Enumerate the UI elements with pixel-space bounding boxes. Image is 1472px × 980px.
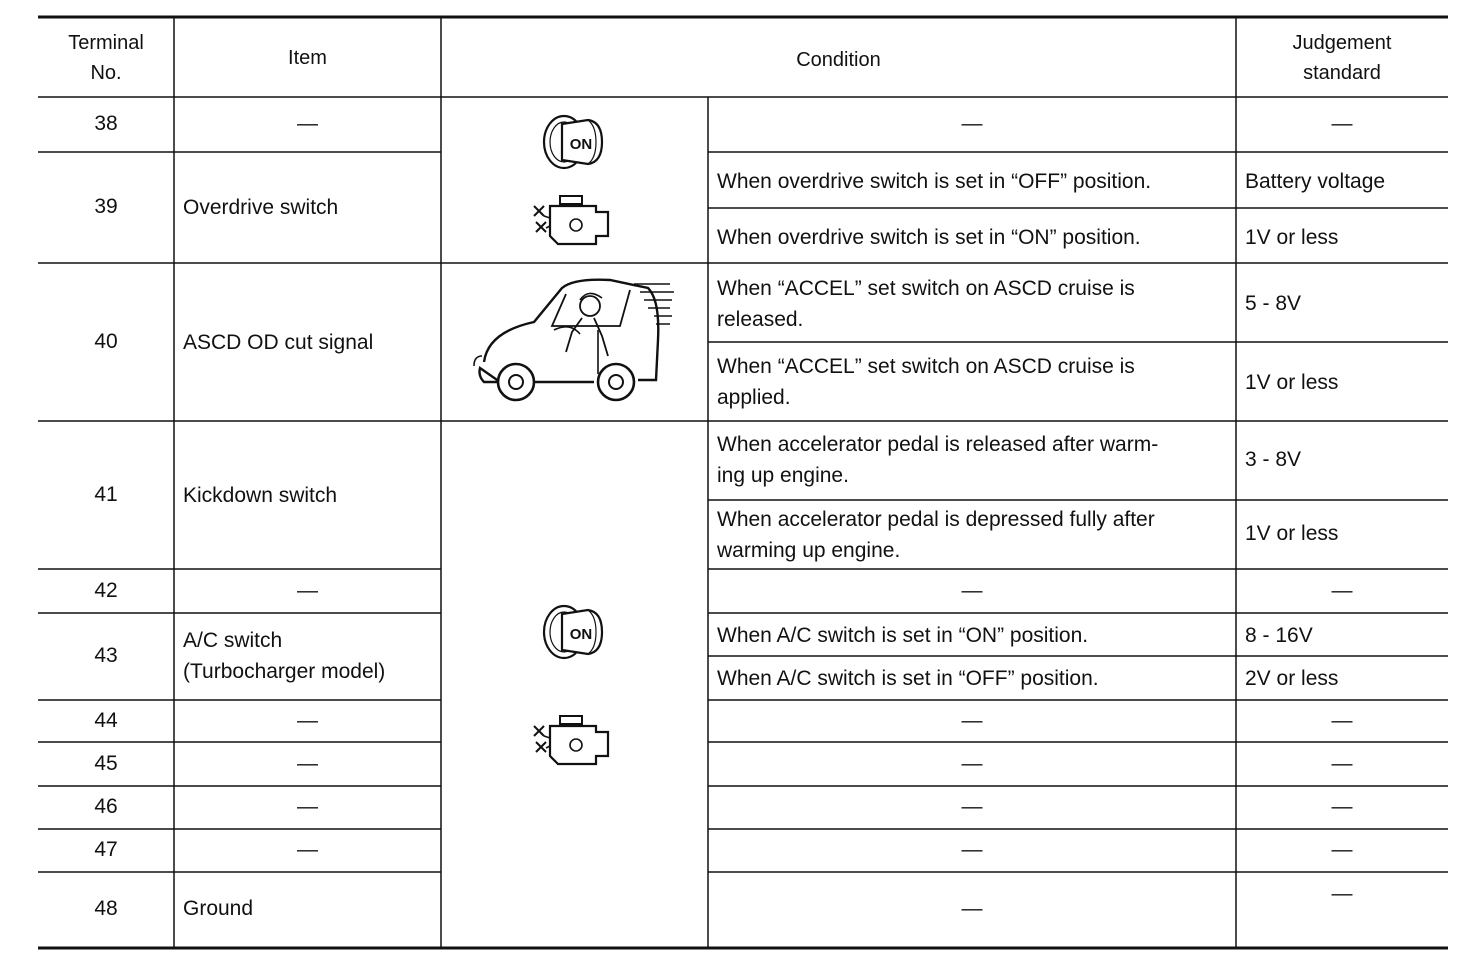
condition-38: — bbox=[961, 112, 983, 135]
judgement-45: — bbox=[1331, 752, 1353, 775]
header-item: Item bbox=[288, 47, 327, 69]
header-condition: Condition bbox=[796, 49, 881, 71]
item-48: Ground bbox=[183, 897, 254, 920]
condition-46: — bbox=[961, 795, 983, 818]
terminal-44: 44 bbox=[94, 709, 118, 732]
condition-41-depressed: When accelerator pedal is depressed fully after warming up engine. bbox=[717, 508, 1155, 562]
svg-text:ON: ON bbox=[569, 136, 593, 153]
terminal-38: 38 bbox=[94, 112, 118, 135]
judgement-41-depressed: 1V or less bbox=[1245, 522, 1339, 545]
judgement-40-released: 5 - 8V bbox=[1245, 292, 1302, 315]
condition-43-off: When A/C switch is set in “OFF” position. bbox=[717, 667, 1099, 690]
svg-text:ON: ON bbox=[569, 626, 593, 643]
judgement-43-off: 2V or less bbox=[1245, 667, 1339, 690]
terminal-40: 40 bbox=[94, 330, 118, 353]
judgement-38: — bbox=[1331, 112, 1353, 135]
terminal-41: 41 bbox=[94, 483, 118, 506]
terminal-48: 48 bbox=[94, 897, 118, 920]
judgement-42: — bbox=[1331, 579, 1353, 602]
judgement-43-on: 8 - 16V bbox=[1245, 624, 1313, 647]
condition-41-released: When accelerator pedal is released after warm- ing up engine. bbox=[717, 433, 1159, 487]
engine-running-icon bbox=[530, 192, 616, 248]
condition-40-applied: When “ACCEL” set switch on ASCD cruise is applied. bbox=[717, 355, 1135, 409]
terminal-43: 43 bbox=[94, 644, 118, 667]
engine-running-icon bbox=[530, 712, 616, 768]
ignition-on-key-icon bbox=[540, 110, 608, 174]
judgement-40-applied: 1V or less bbox=[1245, 371, 1339, 394]
judgement-41-released: 3 - 8V bbox=[1245, 448, 1302, 471]
item-38: — bbox=[297, 112, 318, 135]
item-43: A/C switch (Turbocharger model) bbox=[183, 629, 386, 683]
terminal-47: 47 bbox=[94, 838, 118, 861]
condition-44: — bbox=[961, 709, 983, 732]
judgement-47: — bbox=[1331, 838, 1353, 861]
item-47: — bbox=[297, 838, 318, 861]
condition-42: — bbox=[961, 579, 983, 602]
judgement-39-off: Battery voltage bbox=[1245, 170, 1386, 193]
judgement-48: — bbox=[1331, 882, 1353, 905]
item-40: ASCD OD cut signal bbox=[183, 331, 374, 354]
ignition-on-key-icon bbox=[540, 600, 608, 664]
condition-45: — bbox=[961, 752, 983, 775]
condition-48: — bbox=[961, 897, 983, 920]
terminal-39: 39 bbox=[94, 195, 118, 218]
judgement-44: — bbox=[1331, 709, 1353, 732]
car-driving-icon bbox=[470, 270, 675, 412]
item-39: Overdrive switch bbox=[183, 196, 339, 219]
judgement-39-on: 1V or less bbox=[1245, 226, 1339, 249]
terminal-46: 46 bbox=[94, 795, 118, 818]
judgement-46: — bbox=[1331, 795, 1353, 818]
item-42: — bbox=[297, 579, 318, 602]
item-46: — bbox=[297, 795, 318, 818]
condition-39-off: When overdrive switch is set in “OFF” position. bbox=[717, 170, 1152, 193]
header-judgement-standard: Judgement standard bbox=[1292, 32, 1392, 84]
item-44: — bbox=[297, 709, 318, 732]
terminal-42: 42 bbox=[94, 579, 118, 602]
condition-40-released: When “ACCEL” set switch on ASCD cruise is released. bbox=[717, 277, 1135, 331]
condition-47: — bbox=[961, 838, 983, 861]
terminal-45: 45 bbox=[94, 752, 118, 775]
condition-39-on: When overdrive switch is set in “ON” position. bbox=[717, 226, 1141, 249]
header-terminal-no: Terminal No. bbox=[68, 32, 144, 84]
item-41: Kickdown switch bbox=[183, 484, 338, 507]
condition-43-on: When A/C switch is set in “ON” position. bbox=[717, 624, 1089, 647]
item-45: — bbox=[297, 752, 318, 775]
